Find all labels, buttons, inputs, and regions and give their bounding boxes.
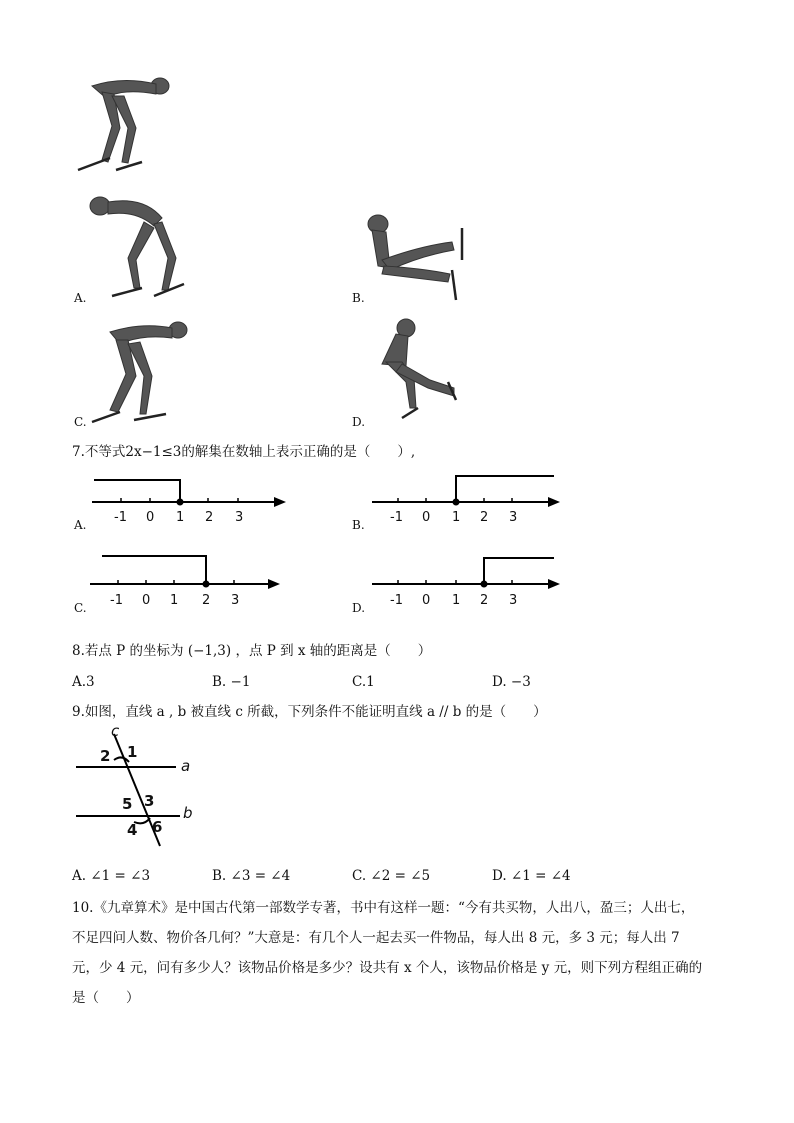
q7-option-b-label[interactable]: B.: [352, 518, 365, 532]
q7-c-tick-0: 0: [142, 593, 151, 608]
q7-a-tick-0: 0: [146, 510, 155, 525]
q8-option-d[interactable]: D. −3: [492, 674, 531, 690]
line-a-label: a: [181, 757, 191, 775]
angle-4-label: 4: [127, 821, 138, 839]
q7-a-tick-1: 1: [176, 510, 185, 525]
q9-option-a[interactable]: A. ∠1 = ∠3: [72, 868, 151, 884]
q7-b-tick-neg1: -1: [390, 510, 403, 525]
q7-option-d-label[interactable]: D.: [352, 601, 366, 615]
q7-d-tick-1: 1: [452, 593, 461, 608]
q7-a-tick-2: 2: [205, 510, 214, 525]
q6-option-b-label[interactable]: B.: [352, 291, 365, 305]
q8-option-a[interactable]: A.3: [72, 674, 95, 690]
q9-stem: 9.如图，直线 a , b 被直线 c 所截，下列条件不能证明直线 a // b 的是（ ）: [72, 704, 547, 720]
skater-option-c-figure: [86, 318, 198, 426]
q7-c-tick-neg1: -1: [110, 593, 123, 608]
q7-b-tick-3: 3: [509, 510, 518, 525]
q7-d-tick-neg1: -1: [390, 593, 403, 608]
q6-option-d-label[interactable]: D.: [352, 415, 366, 429]
q8-option-b[interactable]: B. −1: [212, 674, 251, 690]
q7-b-tick-2: 2: [480, 510, 489, 525]
q7-b-tick-0: 0: [422, 510, 431, 525]
angle-6-label: 6: [152, 818, 163, 836]
q7-d-tick-0: 0: [422, 593, 431, 608]
transversal-figure: [74, 722, 204, 852]
angle-2-label: 2: [100, 747, 111, 765]
q8-option-c[interactable]: C.1: [352, 674, 375, 690]
q7-stem: 7.不等式2x−1≤3的解集在数轴上表示正确的是（ ）,: [72, 444, 416, 460]
q10-line-4: 是（ ）: [72, 990, 140, 1006]
skater-reference-figure: [72, 70, 182, 180]
angle-1-label: 1: [127, 743, 138, 761]
q8-stem: 8.若点 P 的坐标为 (−1,3) ，点 P 到 x 轴的距离是（ ）: [72, 643, 432, 659]
q7-option-a-label[interactable]: A.: [74, 518, 87, 532]
skater-option-b-figure: [360, 206, 478, 302]
q7-c-tick-3: 3: [231, 593, 240, 608]
q9-option-c[interactable]: C. ∠2 = ∠5: [352, 868, 431, 884]
q7-c-tick-2: 2: [202, 593, 211, 608]
skater-option-d-figure: [366, 314, 462, 422]
q9-option-d[interactable]: D. ∠1 = ∠4: [492, 868, 571, 884]
q9-option-b[interactable]: B. ∠3 = ∠4: [212, 868, 291, 884]
q7-d-tick-2: 2: [480, 593, 489, 608]
q7-c-tick-1: 1: [170, 593, 179, 608]
q7-a-tick-neg1: -1: [114, 510, 127, 525]
line-c-label: c: [111, 722, 120, 740]
q6-option-a-label[interactable]: A.: [74, 291, 87, 305]
q7-option-c-label[interactable]: C.: [74, 601, 87, 615]
angle-3-label: 3: [144, 792, 155, 810]
angle-5-label: 5: [122, 795, 133, 813]
q7-d-tick-3: 3: [509, 593, 518, 608]
q10-line-2: 不足四问人数、物价各几何？”大意是：有几个人一起去买一件物品，每人出 8 元，多 3 元；每人出 7: [72, 930, 680, 946]
q7-a-tick-3: 3: [235, 510, 244, 525]
q10-line-1: 10.《九章算术》是中国古代第一部数学专著，书中有这样一题：“今有共买物，人出八，盈三；人出七，: [72, 900, 695, 916]
skater-option-a-figure: [84, 188, 194, 300]
q7-b-tick-1: 1: [452, 510, 461, 525]
line-b-label: b: [183, 804, 193, 822]
q6-option-c-label[interactable]: C.: [74, 415, 87, 429]
q10-line-3: 元，少 4 元，问有多少人？该物品价格是多少？设共有 x 个人，该物品价格是 y 元，则下列方程组正确的: [72, 960, 703, 976]
